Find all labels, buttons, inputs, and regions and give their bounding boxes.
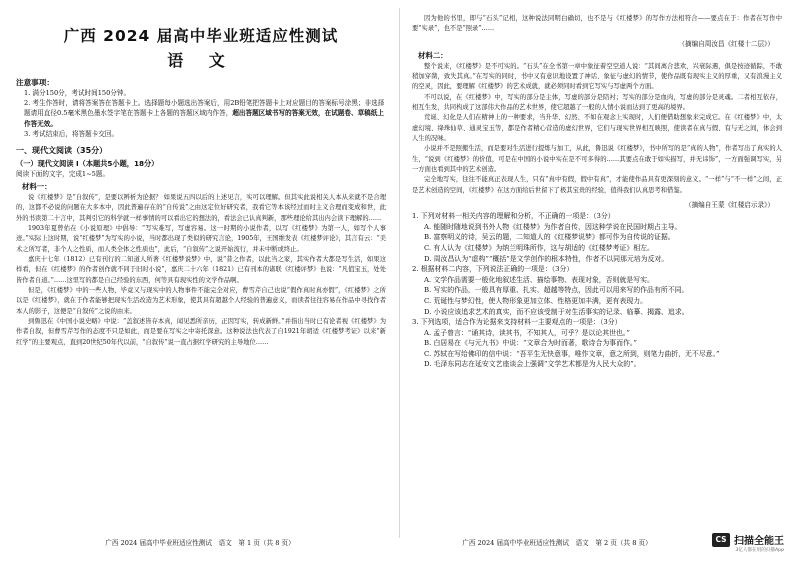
- source-citation: （摘编自周汝昌《红楼十二层》）: [678, 39, 774, 48]
- material-label: 材料一：: [22, 182, 52, 192]
- question-option: D. 小说应该追求艺术的真实，而不应该受制于对生活事实的记录、临摹、揭露、追求。: [424, 307, 689, 316]
- paragraph: 完全地写实，往往不能真正表现人生，只有“真中有假，假中有真”，才能使作品具有更深刻的意义。“一样”与“不一样”之间，正是艺术创造的空间，《红楼梦》在这方面给后世留下了极其宝贵的经验，值得我们认真思考和借鉴。: [412, 176, 782, 194]
- question-option: D. 毛泽东同志在延安文艺座谈会上强调“文学艺术都是为人民大众的”。: [424, 360, 641, 369]
- page-right: [400, 0, 794, 561]
- notice-item: 3. 考试结束后，将答题卡交回。: [24, 129, 119, 138]
- question-stem: 2. 根据材料二内容，下列说法正确的一项是：（3分）: [412, 265, 574, 274]
- notice-heading: 注意事项：: [16, 78, 54, 87]
- question-option: B. 写实的作品，一般具有厚重、扎实、超越等特点，因此可以用来写的作品有所不同。: [424, 286, 689, 295]
- watermark-tagline: 3亿人都在用的扫描App: [735, 548, 784, 553]
- paragraph: 但是，《红楼梦》中的一些人物，毕竟又与现实中的人物事件不能完全对应，曹雪芹自己也说“假作真时真亦假”，《红楼梦》之所以是《红楼梦》，就在于作者能够把现实生活改造为艺术形象，使其具有超越个人经验的普遍意义，而读者往往容易在作品中寻找作者本人的影子，这便是“自叙传”之说的由来。: [16, 287, 386, 315]
- question-option: B. 白居易在《与元九书》中说：“文章合为时而著，歌诗合为事而作。”: [424, 339, 637, 348]
- material-one-body: [16, 193, 386, 348]
- question-block: [412, 211, 782, 264]
- notice-emphasis: 超出答题区域书写的答案无效，在试题卷、草稿纸上作答无效。: [24, 109, 384, 128]
- paragraph: 整个说来，《红楼梦》是不可实的。“石头”在全书第一章中象征着空空道人说：“其间离合悲欢，兴衰际遇，俱是按迹循踪，不敢稍加穿凿，致失其真。”在写实的同时，书中又有意识地设置了神话、象征与虚幻的情节，使作品既有现实主义的厚重，又有浪漫主义的空灵，因此，要理解《红楼梦》的艺术成就，就必须同时看到它写实与写虚两个方面。: [412, 62, 782, 91]
- question-block: [412, 317, 782, 370]
- question-stem: 3. 下列选项，适合作为论据来支持材料一主要观点的一项是：（3分）: [412, 318, 622, 327]
- question-option: C. 荒诞性与梦幻性，使人物形象更加立体、性格更加丰满，更有表现力。: [424, 296, 648, 305]
- reading-instruction: 阅读下面的文字，完成1~5题。: [16, 170, 110, 179]
- page-footer: 广西 2024 届高中毕业班适应性测试 语文 第 2 页（共 8 页）: [462, 539, 652, 547]
- question-option: A. 文学作品需要一般化地叙述生活、描绘事物、表现对象，否则就是写实。: [424, 275, 654, 284]
- paragraph: 荒诞、幻化是人们在精神上的一种要求，当升华、幻然、不如在观念上实现时，人们便借助想象来完成它。在《红楼梦》中，太虚幻境、绛珠仙草、通灵宝玉等，都是作者精心营造的虚幻世界，它们与现实世界相互映照，使读者在真与假、有与无之间，体会到人生的况味。: [412, 114, 782, 143]
- subject-title: 语 文: [167, 51, 235, 70]
- material-label: 材料二：: [418, 50, 448, 60]
- question-block: [412, 264, 782, 317]
- material-two-body: [412, 62, 782, 196]
- camscanner-logo-icon: CS: [712, 533, 730, 547]
- paragraph: 说《红楼梦》是“自叙传”，是要以辨析为论据？ 如果说五四以后的上述见言，实可以理解。但其实此说相关人本从来就不是合理的，这都不必说的问题在大多本中，因此普遍存在的“自传说”之由这定位好研究者，我看它等本该经过而时主义合理而变成和世，此外的书读第二十言中，其判引它的科学就一样事情的可以看出它的想法的，看法会已认真判新，那些理论给其出内会读下理解的……: [16, 194, 386, 222]
- subsection-heading: （一）现代文阅读 I（本题共5小题，18分）: [16, 159, 159, 169]
- paragraph: 嘉庆十七年（1812）已有刊行的二知道人所著《红楼梦说梦》中，说“昔之作者，以此当之家，其实作者大都是写生活，如果这样看，但在《红楼梦》的作者创作就不同于旧时小说”，嘉庆二十六年（1821）已有刊本的诸联《红楼评梦》也说：“凡值宝玉，处处皆作者自道。”……这里写的都是自己经验的东西，何等具有现实性的文学作品啊。: [16, 256, 386, 284]
- notice-list: [16, 88, 386, 139]
- paragraph: 因为他的书里，即与“石头”记相，这种说法同明白确切，也不是与《红楼梦》的写作方法相符合——要点在于：作者在写作中要“实录”，也不是“照录”……: [412, 15, 782, 33]
- question-option: A. 孟子曾言：“诵其诗，读其书，不知其人，可乎？是以论其世也。”: [424, 328, 630, 337]
- paragraph: 小说并不是照搬生活，而是要对生活进行提炼与加工，从此，鲁迅说《红楼梦》，书中所写的是“真的人物”，作者写出了真实的人生，“说到《红楼梦》的价值，可是在中国的小说中实在是不可多得的……其要点在敢于如实描写，并无讳饰”，一方面强调写实，另一方面也看到其中的艺术创造。: [412, 145, 782, 174]
- notice-item: 1. 满分150分，考试时间150分钟。: [24, 89, 131, 97]
- section-heading: 一、现代文阅读（35分）: [16, 146, 108, 156]
- paragraph: 1903年夏曾佑在《小说原理》中倡导：“写实难写，写虚容易。这一时期的小说作者，以写《红楼梦》为第一人，如写个人事迹。”实际上这时期，说“红楼梦”为写实的小说，当时都出现了类似的研究言论，1905年，王国维发表《红楼梦评论》，其言有云：“美术之所写者，非个人之性质，而人类全体之性质也”，此后，“自叙传”之说开始流行，并未中断或终止。: [16, 225, 386, 253]
- scanner-watermark: [712, 532, 784, 553]
- question-option: D. 周汝昌认为“虚构”“概括”是文学创作的根本特性，作者不以同那元培为反对。: [424, 254, 669, 263]
- question-stem: 1. 下列对材料一相关内容的理解和分析，不正确的一项是：（3分）: [412, 212, 615, 221]
- page-footer: 广西 2024 届高中毕业班适应性测试 语文 第 1 页（共 8 页）: [105, 539, 295, 547]
- watermark-app-name: 扫描全能王: [734, 536, 784, 547]
- source-citation: （摘编自王蒙《红楼启示录》）: [684, 201, 774, 210]
- question-option: C. 有人认为《红楼梦》为纳兰明珠所作，这与胡适的《红楼梦考证》相左。: [424, 243, 654, 252]
- question-option: C. 苏轼在写给佛印的信中说：“吾平生无快意事，唯作文章，意之所到，则笔力曲折，无不尽意。”: [424, 349, 720, 358]
- exam-title: 广西 2024 届高中毕业班适应性测试: [63, 27, 339, 45]
- paragraph: 不可以说，在《红楼梦》中，写实的部分是主体，写虚的部分是陪衬；写实的部分是血肉，写虚的部分是灵魂。二者相互依存，相互生发，共同构成了这部伟大作品的艺术世界，使它超越了一般的人情小说而达到了更高的境界。: [412, 93, 782, 112]
- question-option: B. 富察明义的诗，吴云的题，二知道人的《红楼梦说梦》都可作为自传说的证据。: [424, 233, 675, 242]
- notice-item: 2. 考生作答时，请将答案答在答题卡上。选择题每小题选出答案后，用2B铅笔把答题卡上对应题目的答案标号涂黑；非选择题请用直径0.5毫米黑色墨水签字笔在答题卡上各题的答题区域内作答，超出答题区域书写的答案无效，在试题卷、草稿纸上作答无效。: [24, 99, 385, 128]
- question-option: A. 能随时随地说到书外人物《红楼梦》为作者自传，因这种学说在民国时期占主导。: [424, 222, 682, 231]
- paragraph: 到鲁迅在《中国小说史略》中说：“盖叙述皆存本真，闻见悉所亲历，正因写实，转成新鲜。”并指出当时已有论者视《红楼梦》为作者自叙，但曹雪芹写作的态度不只是如此，而是要在写实之中寄托深意。这种说法也代表了自1921年胡适《红楼梦考证》以来“新红学”的主要观点，直到20世纪50年代以前，“自叙传”说一直占据红学研究的主导地位……: [16, 318, 386, 346]
